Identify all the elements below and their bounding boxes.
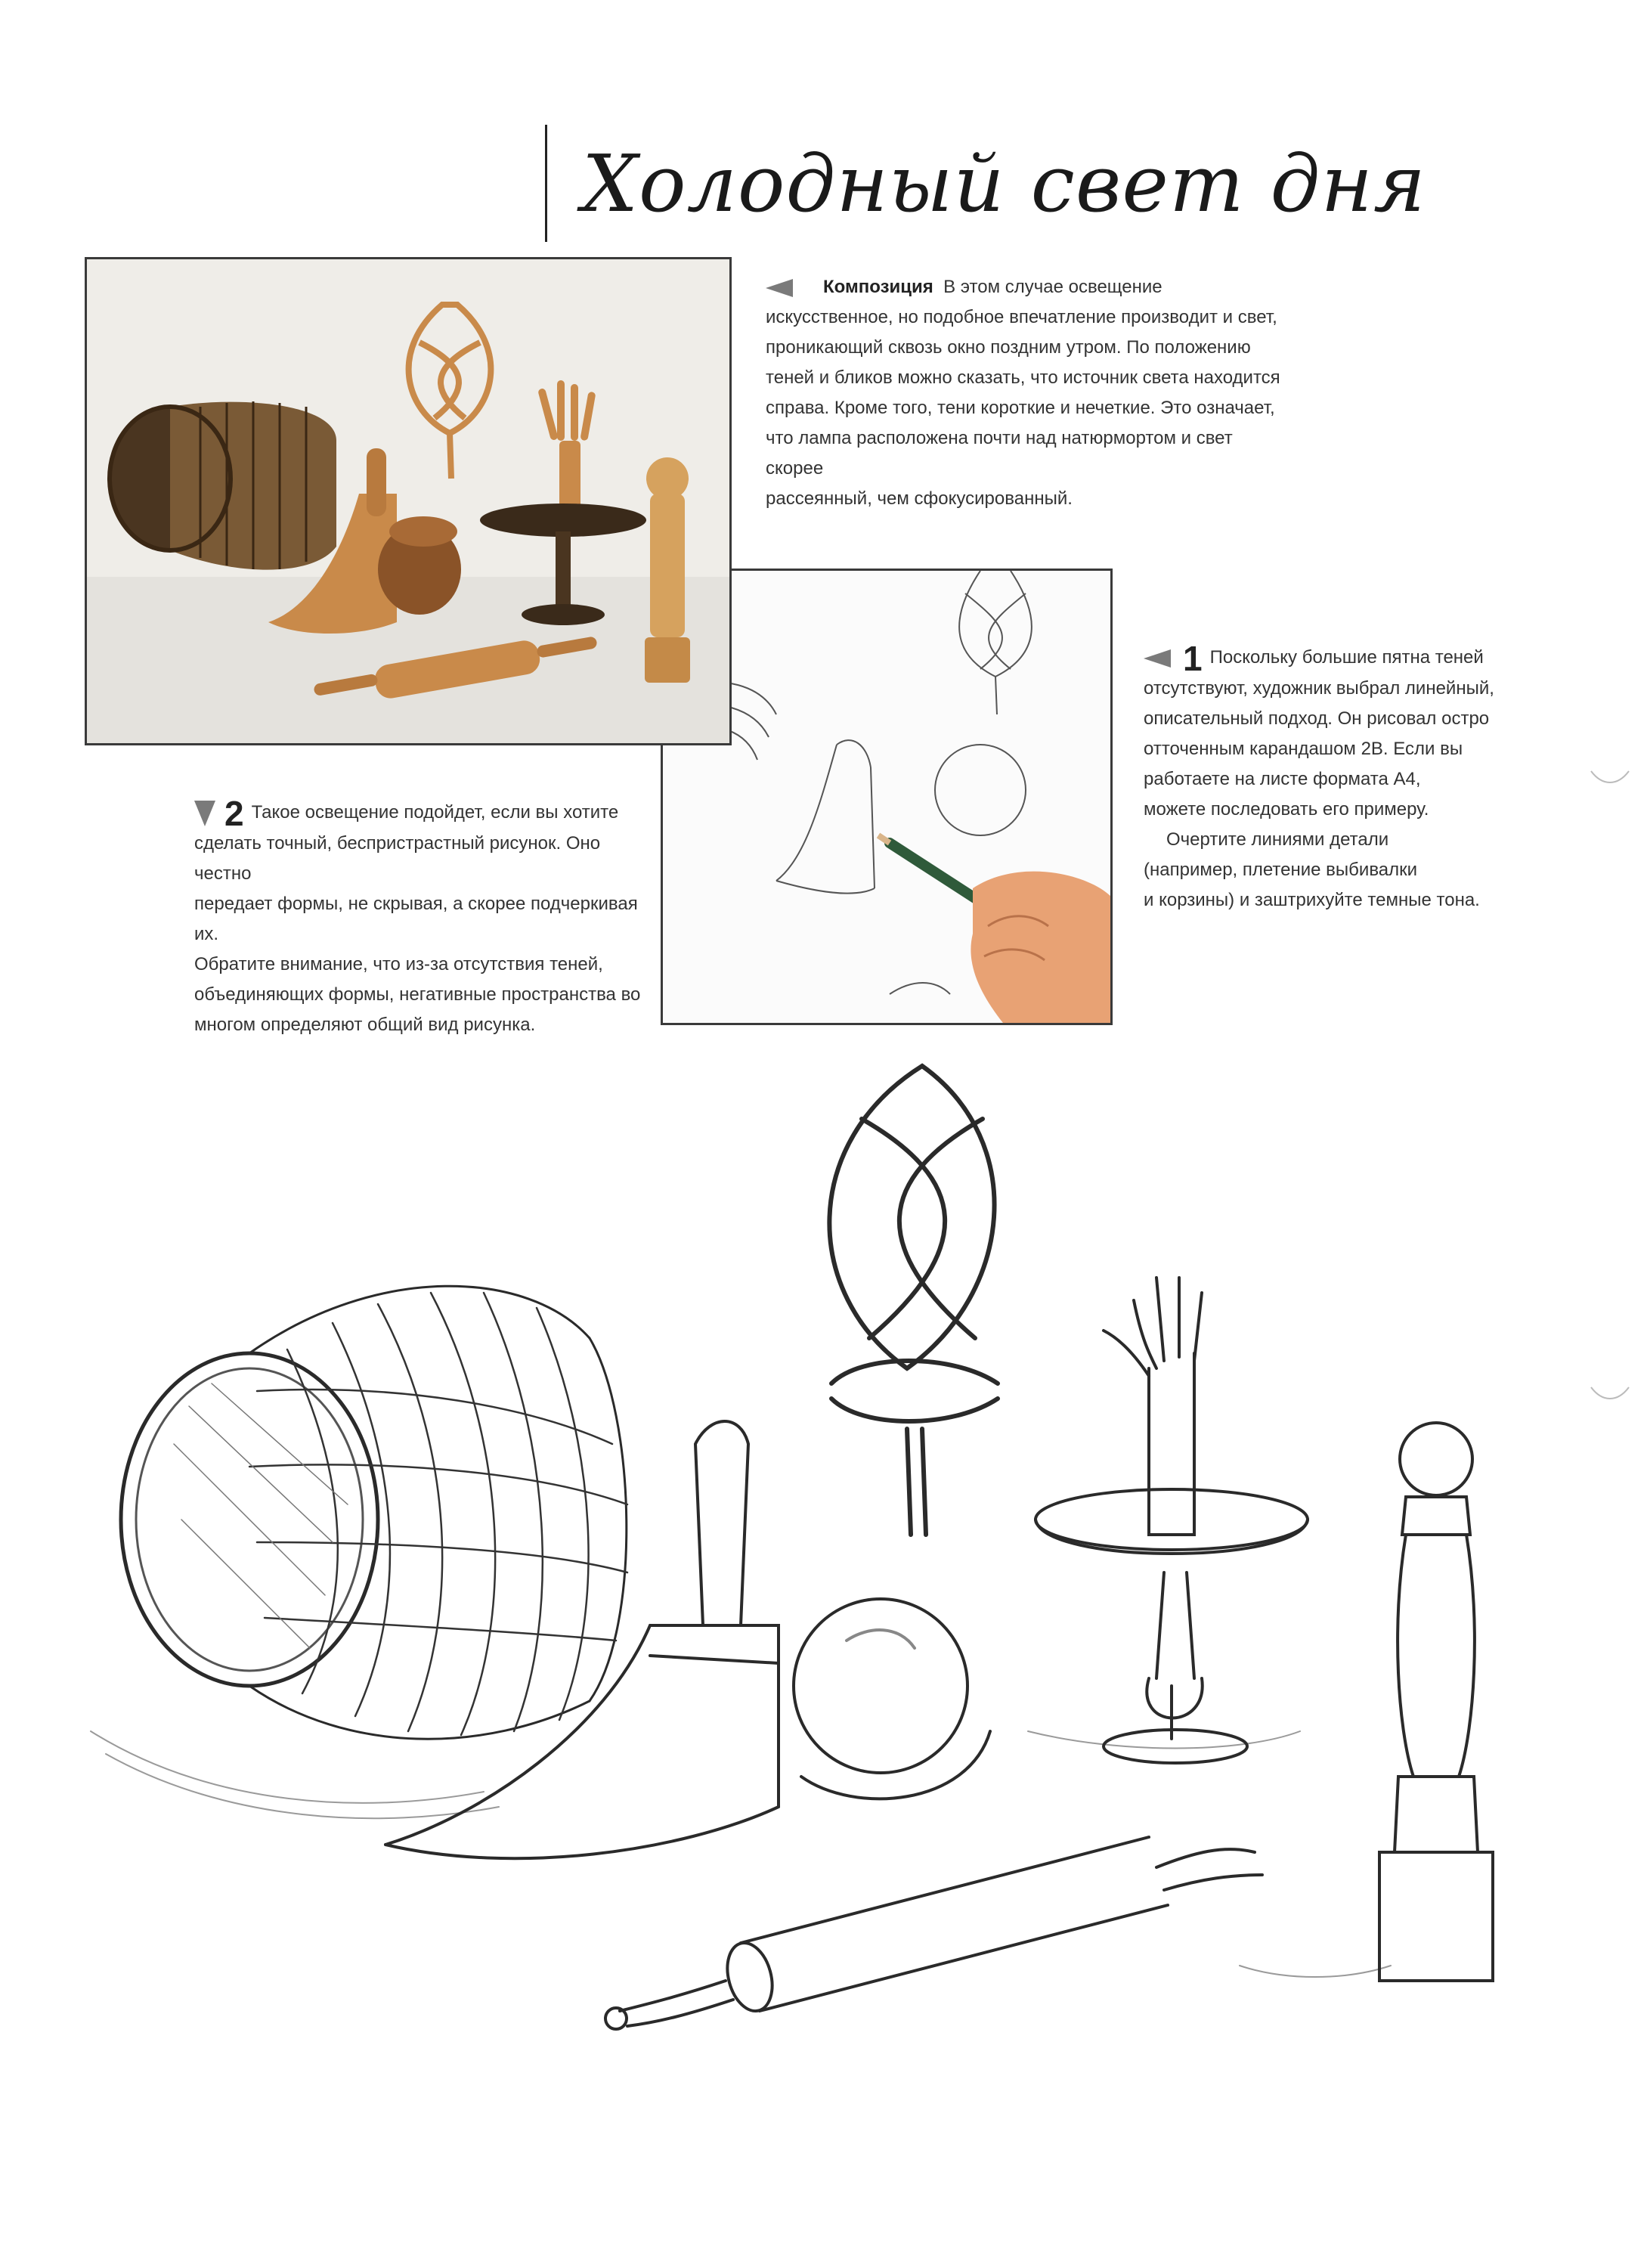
binding-mark-icon xyxy=(1587,767,1633,790)
caption-line: искусственное, но подобное впечатление производит и свет, xyxy=(766,307,1277,327)
step1-caption xyxy=(1144,638,1537,916)
still-life-photo-scene xyxy=(87,259,729,743)
hand-with-pencil xyxy=(878,835,1110,1023)
binding-mark-icon xyxy=(1587,1383,1633,1406)
step2-number: 2 xyxy=(224,793,244,833)
caption-line: (например, плетение выбивалки xyxy=(1144,859,1418,880)
triangle-left-icon xyxy=(766,279,793,297)
caption-line: рассеянный, чем сфокусированный. xyxy=(766,488,1073,509)
caption-line: Обратите внимание, что из-за отсутствия теней, xyxy=(194,953,603,974)
still-life-photo xyxy=(85,257,732,745)
sketched-bowl xyxy=(794,1599,990,1799)
caption-line: объединяющих формы, негативные пространства во xyxy=(194,984,641,1005)
sketched-carpet-beater xyxy=(829,1066,998,1535)
caption-line: теней и бликов можно сказать, что источник света находится xyxy=(766,367,1280,388)
pencil-still-life xyxy=(60,1051,1587,2071)
caption-line: справа. Кроме того, тени короткие и нечеткие. Это означает, xyxy=(766,398,1275,418)
wooden-bowls xyxy=(378,516,461,615)
pepper-mill xyxy=(645,457,690,683)
sketched-pedestal xyxy=(1036,1489,1308,1763)
caption-line: можете последовать его примеру. xyxy=(1144,798,1429,820)
caption-line: проникающий сквозь окно поздним утром. По положению xyxy=(766,337,1251,358)
caption-line: что лампа расположена почти над натюрмортом и свет скорее xyxy=(766,428,1233,479)
caption-line: отточенным карандашом 2В. Если вы xyxy=(1144,738,1463,759)
caption-line: отсутствуют, художник выбрал линейный, xyxy=(1144,677,1494,699)
caption-line: описательный подход. Он рисовал остро xyxy=(1144,708,1490,729)
step1-number: 1 xyxy=(1183,638,1203,678)
triangle-left-icon xyxy=(1144,649,1171,668)
step2-pencil-drawing xyxy=(60,1051,1587,2071)
sketched-rolling-pin xyxy=(605,1837,1262,2029)
caption-line: работаете на листе формата А4, xyxy=(1144,768,1421,789)
triangle-down-icon xyxy=(194,801,215,826)
caption-line: Такое освещение подойдет, если вы хотите xyxy=(251,802,619,823)
wicker-basket xyxy=(110,401,336,570)
sketched-pepper-mill xyxy=(1379,1423,1493,1981)
title-divider xyxy=(545,125,547,242)
sketched-basket xyxy=(121,1286,627,1739)
caption-line: и корзины) и заштрихуйте темные тона. xyxy=(1144,889,1480,910)
step2-caption xyxy=(194,793,648,1040)
composition-caption xyxy=(766,272,1295,514)
composition-heading: Композиция xyxy=(823,277,933,297)
caption-line: многом определяют общий вид рисунка. xyxy=(194,1014,536,1035)
caption-line: Поскольку большие пятна теней xyxy=(1209,647,1484,668)
page-title: Холодный свет дня xyxy=(582,138,1426,230)
caption-line: В этом случае освещение xyxy=(943,277,1162,297)
sketched-wooden-hand xyxy=(1104,1278,1202,1535)
caption-line: сделать точный, беспристрастный рисунок. Оно честно xyxy=(194,832,601,884)
caption-line: Очертите линиями детали xyxy=(1166,829,1389,850)
caption-line: передает формы, не скрывая, а скорее подчеркивая их. xyxy=(194,893,638,944)
